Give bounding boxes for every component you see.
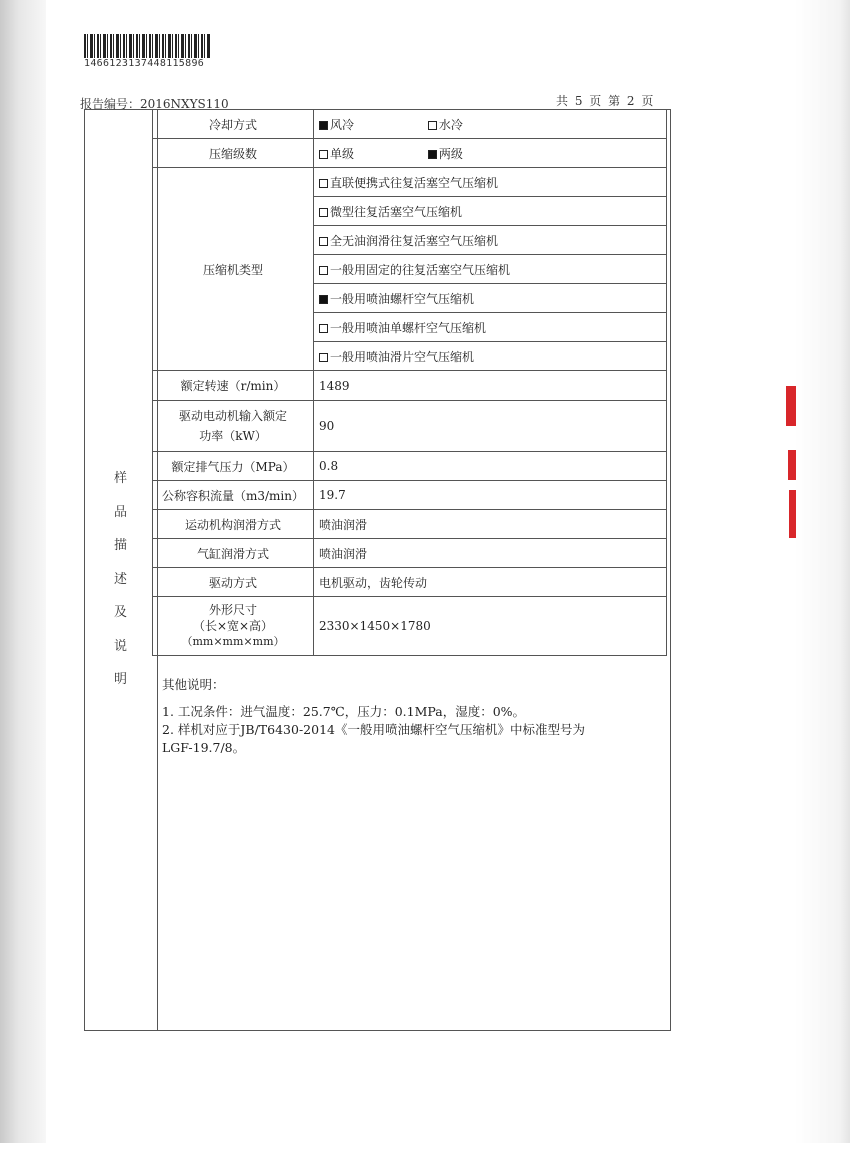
notes-line: LGF-19.7/8。 (162, 740, 246, 755)
compressor-type-option (314, 313, 667, 342)
rated-speed-value: 1489 (314, 371, 667, 401)
compressor-type-option-text: 一般用喷油单螺杆空气压缩机 (330, 320, 487, 335)
page-info: 共 5 页 第 2 页 (556, 94, 654, 108)
table-row-motion-lubrication (153, 510, 667, 539)
scan-shadow-right (795, 0, 850, 1145)
checkbox-empty-icon (319, 266, 328, 275)
checkbox-checked-icon (319, 121, 328, 130)
compressor-type-option (314, 226, 667, 255)
drive-value: 电机驱动，齿轮传动 (314, 568, 667, 597)
motor-power-label-line: 功率（kW） (199, 429, 267, 443)
table-row-cooling (153, 110, 667, 139)
stages-option-single: 单级 (330, 146, 355, 161)
table-row-volume-flow (153, 481, 667, 510)
compressor-type-option-text: 微型往复活塞空气压缩机 (330, 204, 463, 219)
scan-bottom-margin (0, 1143, 850, 1169)
side-label-char: 述 (113, 571, 127, 587)
checkbox-empty-icon (319, 179, 328, 188)
discharge-pressure-label: 额定排气压力（MPa） (153, 452, 314, 481)
dimensions-value: 2330×1450×1780 (314, 597, 667, 656)
dimensions-label (153, 597, 314, 656)
side-label-char: 明 (113, 672, 127, 687)
motion-lubrication-value: 喷油润滑 (314, 510, 667, 539)
cylinder-lubrication-value: 喷油润滑 (314, 539, 667, 568)
cooling-value (314, 110, 667, 139)
side-label-char: 描 (113, 538, 127, 553)
checkbox-empty-icon (319, 208, 328, 217)
compressor-type-option (314, 197, 667, 226)
discharge-pressure-value: 0.8 (314, 452, 667, 481)
table-row-motor-power (153, 401, 667, 452)
compressor-type-option (314, 284, 667, 313)
table-row-compressor-type (153, 168, 667, 197)
red-stamp-fragment (788, 450, 796, 480)
checkbox-empty-icon (319, 324, 328, 333)
checkbox-empty-icon (319, 150, 328, 159)
compressor-type-option-text: 一般用固定的往复活塞空气压缩机 (330, 262, 511, 277)
table-row-dimensions (153, 597, 667, 656)
report-number: 报告编号：2016NXYS110 (80, 97, 229, 111)
motion-lubrication-label: 运动机构润滑方式 (153, 510, 314, 539)
compressor-type-option (314, 342, 667, 371)
barcode-number: 1466123137448115896 (84, 58, 205, 69)
other-notes (162, 675, 662, 757)
checkbox-empty-icon (319, 353, 328, 362)
checkbox-empty-icon (319, 237, 328, 246)
dimensions-label-line: （长×宽×高） (192, 619, 274, 633)
red-stamp-fragment (789, 490, 796, 538)
cooling-option-air: 风冷 (330, 117, 355, 132)
table-row-drive (153, 568, 667, 597)
volume-flow-value: 19.7 (314, 481, 667, 510)
table-row-discharge-pressure (153, 452, 667, 481)
stages-value (314, 139, 667, 168)
compressor-type-option-text: 一般用喷油螺杆空气压缩机 (330, 291, 475, 306)
checkbox-checked-icon (319, 295, 328, 304)
drive-label: 驱动方式 (153, 568, 314, 597)
side-label-char: 品 (113, 504, 127, 520)
barcode (84, 34, 210, 58)
compressor-type-option (314, 168, 667, 197)
notes-line: 2. 样机对应于JB/T6430-2014《一般用喷油螺杆空气压缩机》中标准型号为 (162, 722, 585, 737)
side-label-char: 说 (113, 638, 127, 654)
motor-power-label (153, 401, 314, 452)
checkbox-checked-icon (428, 150, 437, 159)
scan-shadow-left (0, 0, 46, 1145)
dimensions-label-line: （mm×mm×mm） (181, 635, 285, 648)
notes-heading: 其他说明： (162, 677, 225, 692)
compressor-type-label: 压缩机类型 (153, 168, 314, 371)
table-row-stages (153, 139, 667, 168)
compressor-type-option-text: 直联便携式往复活塞空气压缩机 (330, 175, 499, 190)
cooling-label: 冷却方式 (153, 110, 314, 139)
compressor-type-option (314, 255, 667, 284)
stages-option-two: 两级 (438, 146, 463, 161)
table-row-cylinder-lubrication (153, 539, 667, 568)
motor-power-value: 90 (314, 401, 667, 452)
checkbox-empty-icon (428, 121, 437, 130)
volume-flow-label: 公称容积流量（m3/min） (153, 481, 314, 510)
side-label-char: 及 (113, 605, 127, 620)
cylinder-lubrication-label: 气缸润滑方式 (153, 539, 314, 568)
stages-label: 压缩级数 (153, 139, 314, 168)
table-row-rated-speed (153, 371, 667, 401)
spec-table (152, 109, 667, 656)
compressor-type-option-text: 一般用喷油滑片空气压缩机 (330, 349, 475, 364)
notes-line: 1. 工况条件：进气温度：25.7℃，压力：0.1MPa，湿度：0%。 (162, 704, 526, 719)
compressor-type-option-text: 全无油润滑往复活塞空气压缩机 (330, 233, 499, 248)
side-label-sample-description (84, 462, 157, 697)
cooling-option-water: 水冷 (438, 117, 463, 132)
rated-speed-label: 额定转速（r/min） (153, 371, 314, 401)
side-label-char: 样 (113, 471, 127, 486)
dimensions-label-line: 外形尺寸 (208, 603, 257, 617)
red-stamp-fragment (786, 386, 796, 426)
motor-power-label-line: 驱动电动机输入额定 (178, 409, 287, 423)
